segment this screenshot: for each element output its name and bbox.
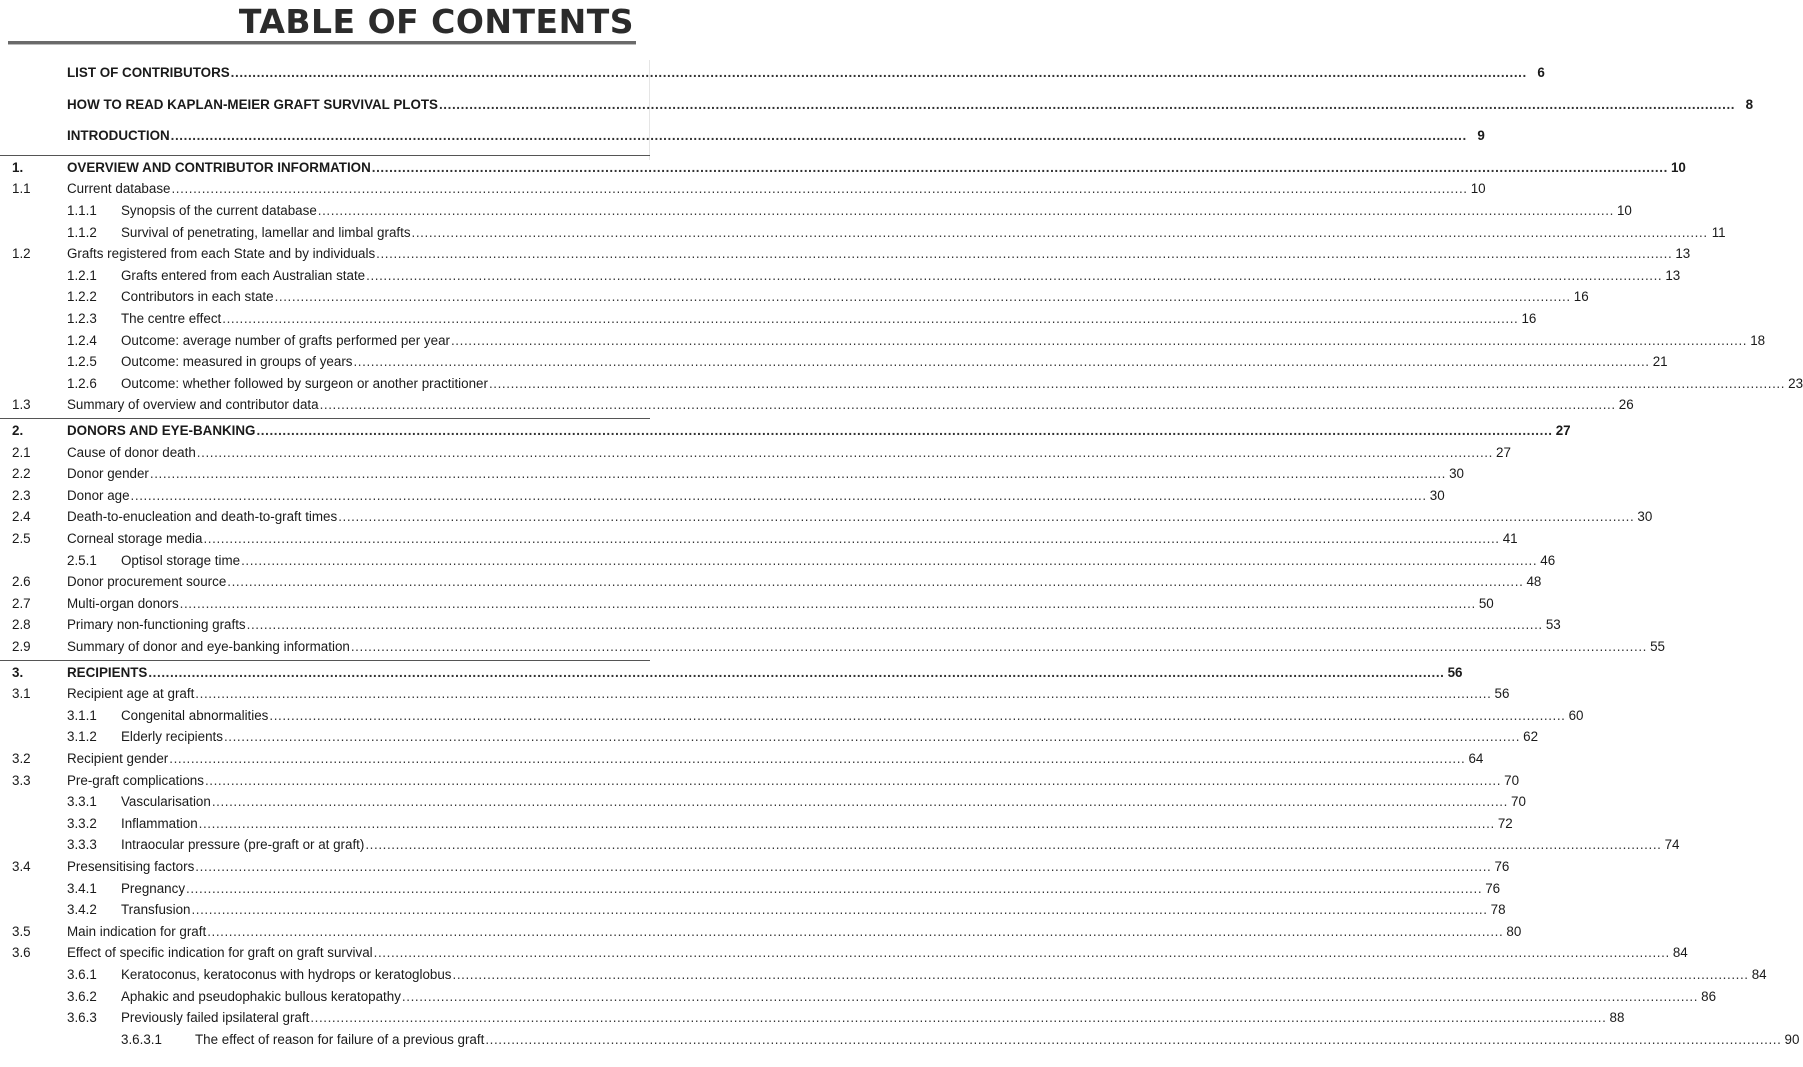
toc-page-number: 80 [1506,923,1522,939]
toc-row[interactable] [0,95,1754,115]
toc-page-number: 10 [1670,159,1686,175]
toc-page-number: 62 [1523,729,1539,745]
dot-leader: ............................................................................................................................................................................................................................................................................................................ [230,65,1527,80]
toc-title: Pregnancy [121,880,186,896]
toc-title: Survival of penetrating, lamellar and limbal grafts [121,224,411,240]
toc-number: 3.6.3 [67,1010,97,1026]
toc-row[interactable] [0,201,1632,221]
toc-number: 2.5.1 [67,552,97,568]
dot-leader: ............................................................................................................................................................................................................................................................................................................ [338,509,1635,525]
toc-row[interactable] [0,771,1520,791]
dot-leader: ............................................................................................................................................................................................................................................................................................................ [488,375,1786,391]
toc-number: 2.7 [12,595,31,611]
toc-title: Primary non-functioning grafts [67,617,246,633]
dot-leader: ............................................................................................................................................................................................................................................................................................................ [401,988,1699,1004]
toc-number: 3.3.1 [67,794,97,810]
title-rule [8,41,636,45]
toc-number: 3.1.1 [67,707,97,723]
toc-page-number: 11 [1711,224,1726,240]
toc-row[interactable] [0,507,1653,527]
toc-row[interactable] [0,879,1501,899]
toc-number: 1.1.2 [67,224,97,240]
toc-title: Outcome: measured in groups of years [121,354,353,370]
toc-page-number: 26 [1618,397,1634,413]
toc-number: 2.5 [12,531,31,546]
dot-leader: ............................................................................................................................................................................................................................................................................................................ [366,267,1663,283]
toc-title: Aphakic and pseudophakic bullous keratopathy [121,988,401,1004]
dot-leader: ............................................................................................................................................................................................................................................................................................................ [256,423,1553,438]
dot-leader: ............................................................................................................................................................................................................................................................................................................ [171,181,1468,197]
toc-page-number: 8 [1745,96,1754,112]
dot-leader: ............................................................................................................................................................................................................................................................................................................ [204,772,1502,788]
toc-title: Elderly recipients [121,729,223,745]
toc-page-number: 23 [1788,375,1803,391]
toc-row[interactable] [0,987,1717,1007]
toc-number: 2.8 [12,617,31,633]
dot-leader: ............................................................................................................................................................................................................................................................................................................ [452,967,1749,982]
toc-page-number: 84 [1751,967,1767,982]
toc-title: Donor procurement source [67,574,227,590]
dot-leader: ............................................................................................................................................................................................................................................................................................................ [211,794,1508,810]
toc-number: 1.2.1 [67,267,97,283]
dot-leader: ............................................................................................................................................................................................................................................................................................................ [269,707,1566,723]
toc-page-number: 56 [1447,664,1463,680]
dot-leader: ............................................................................................................................................................................................................................................................................................................ [365,837,1662,853]
toc-number: 1.3 [12,397,31,413]
toc-row[interactable] [0,749,1484,769]
toc-title: Effect of specific indication for graft on graft survival [67,945,373,961]
toc-number: 3. [12,664,24,680]
toc-row[interactable] [0,374,1803,394]
toc-title: Recipient gender [67,751,169,766]
dot-leader: ............................................................................................................................................................................................................................................................................................................ [130,487,1427,503]
toc-page-number: 13 [1675,246,1691,262]
toc-title: Recipient age at graft [67,686,195,702]
toc-row[interactable] [0,615,1561,635]
toc-row[interactable] [0,331,1766,351]
toc-page-number: 86 [1701,988,1717,1004]
toc-number: 1.2.6 [67,375,97,391]
toc-title: Cause of donor death [67,444,196,460]
toc-row[interactable] [0,352,1668,372]
dot-leader: ............................................................................................................................................................................................................................................................................................................ [179,595,1476,611]
toc-number: 3.3.2 [67,815,97,831]
toc-number: 1.2.5 [67,354,97,370]
toc-number: 3.4.2 [67,902,97,918]
toc-title: Keratoconus, keratoconus with hydrops or keratoglobus [121,967,452,982]
toc-page-number: 21 [1652,354,1668,370]
dot-leader: ............................................................................................................................................................................................................................................................................................................ [195,859,1492,874]
toc-page-number: 70 [1511,794,1526,810]
toc-page-number: 6 [1537,65,1545,80]
toc-row[interactable] [0,244,1691,264]
dot-leader: ............................................................................................................................................................................................................................................................................................................ [198,815,1495,831]
toc-title: Death-to-enucleation and death-to-graft times [67,509,338,525]
toc-page-number: 48 [1526,574,1542,590]
toc-number: 1.2.3 [67,311,97,326]
toc-row[interactable] [0,727,1539,747]
toc-title: Outcome: average number of grafts performed per year [121,332,450,348]
toc-row[interactable] [0,857,1510,877]
toc-title: DONORS AND EYE-BANKING [67,423,256,438]
toc-number: 3.6.3.1 [121,1031,162,1047]
toc-title: Outcome: whether followed by surgeon or another practitioner [121,375,488,391]
page-title: TABLE OF CONTENTS [238,2,634,41]
toc-title: Optisol storage time [121,552,241,568]
dot-leader: ............................................................................................................................................................................................................................................................................................................ [376,246,1673,262]
toc-number: 3.1.2 [67,729,97,745]
toc-title: Previously failed ipsilateral graft [121,1010,310,1026]
dot-leader: ............................................................................................................................................................................................................................................................................................................ [148,664,1445,680]
dot-leader: ............................................................................................................................................................................................................................................................................................................ [319,397,1616,413]
toc-row[interactable] [0,443,1511,463]
toc-page-number: 46 [1540,552,1556,568]
dot-leader: ............................................................................................................................................................................................................................................................................................................ [207,923,1504,939]
dot-leader: ............................................................................................................................................................................................................................................................................................................ [195,686,1492,702]
toc-title: RECIPIENTS [67,664,148,680]
toc-row[interactable] [0,943,1688,963]
toc-title: Synopsis of the current database [121,203,317,218]
toc-number: 2.4 [12,509,31,525]
toc-number: 2.3 [12,487,31,503]
toc-page-number: 76 [1485,880,1501,896]
toc-page-number: 60 [1568,707,1584,723]
section-divider [0,155,650,156]
toc-number: 3.6.1 [67,967,97,982]
toc-row[interactable] [0,126,1485,146]
toc-row[interactable] [0,965,1767,985]
toc-title: LIST OF CONTRIBUTORS [67,65,230,80]
toc-row[interactable] [0,223,1726,243]
toc-title: INTRODUCTION [67,128,170,144]
toc-row[interactable] [0,266,1681,286]
toc-row[interactable] [0,706,1584,726]
toc-title: Corneal storage media [67,531,203,546]
toc-title: Congenital abnormalities [121,707,269,723]
toc-number: 1.2.4 [67,332,97,348]
toc-page-number: 10 [1616,203,1632,218]
toc-row[interactable] [0,1030,1800,1050]
toc-number: 3.1 [12,686,31,702]
toc-row[interactable] [0,158,1686,178]
dot-leader: ............................................................................................................................................................................................................................................................................................................ [438,96,1736,112]
toc-title: HOW TO READ KAPLAN-MEIER GRAFT SURVIVAL PLOTS [67,96,438,112]
dot-leader: ............................................................................................................................................................................................................................................................................................................ [310,1010,1607,1026]
toc-title: Intraocular pressure (pre-graft or at graft) [121,837,365,853]
toc-page-number: 9 [1477,128,1485,144]
toc-title: Multi-organ donors [67,595,179,611]
toc-row[interactable] [0,684,1510,704]
toc-title: Grafts entered from each Australian state [121,267,366,283]
toc-row[interactable] [0,792,1526,812]
toc-title: The effect of reason for failure of a previous graft [195,1031,485,1047]
toc-page-number: 10 [1470,181,1486,197]
dot-leader: ............................................................................................................................................................................................................................................................................................................ [227,574,1524,590]
toc-title: Pre-graft complications [67,772,204,788]
toc-page-number: 84 [1672,945,1688,961]
toc-title: Summary of overview and contributor data [67,397,319,413]
toc-row[interactable] [0,287,1589,307]
toc-number: 2.9 [12,639,31,654]
toc-row[interactable] [0,529,1518,549]
toc-title: Donor age [67,487,130,503]
toc-number: 3.5 [12,923,31,939]
section-divider [0,660,650,661]
dot-leader: ............................................................................................................................................................................................................................................................................................................ [169,751,1466,766]
toc-title: Summary of donor and eye-banking information [67,639,350,654]
toc-number: 3.4.1 [67,880,97,896]
toc-page-number: 56 [1494,686,1510,702]
toc-title: The centre effect [121,311,222,326]
toc-number: 3.4 [12,859,31,874]
toc-row[interactable] [0,421,1571,441]
toc-row[interactable] [0,63,1545,83]
toc-number: 3.6 [12,945,31,961]
toc-title: Presensitising factors [67,859,195,874]
toc-row[interactable] [0,922,1522,942]
toc-number: 1.1 [12,181,31,197]
toc-row[interactable] [0,814,1513,834]
toc-title: Grafts registered from each State and by individuals [67,246,376,262]
toc-page-number: 16 [1521,311,1537,326]
toc-row[interactable] [0,572,1542,592]
dot-leader: ............................................................................................................................................................................................................................................................................................................ [203,531,1500,546]
dot-leader: ............................................................................................................................................................................................................................................................................................................ [191,902,1488,918]
toc-number: 2. [12,423,24,438]
toc-title: Donor gender [67,466,149,482]
toc-number: 1.2 [12,246,31,262]
dot-leader: ............................................................................................................................................................................................................................................................................................................ [371,159,1668,175]
toc-row[interactable] [0,395,1634,415]
dot-leader: ............................................................................................................................................................................................................................................................................................................ [317,203,1614,218]
toc-number: 2.6 [12,574,31,590]
dot-leader: ............................................................................................................................................................................................................................................................................................................ [186,880,1483,896]
toc-number: 1. [12,159,24,175]
dot-leader: ............................................................................................................................................................................................................................................................................................................ [222,311,1519,326]
toc-number: 1.2.2 [67,289,97,305]
toc-number: 3.6.2 [67,988,97,1004]
toc-row[interactable] [0,1008,1625,1028]
toc-row[interactable] [0,900,1506,920]
toc-page-number: 64 [1468,751,1484,766]
section-divider [0,418,650,419]
toc-page-number: 41 [1502,531,1518,546]
toc-page-number: 50 [1478,595,1494,611]
toc-row[interactable] [0,486,1445,506]
dot-leader: ............................................................................................................................................................................................................................................................................................................ [223,729,1521,745]
toc-page-number: 27 [1555,423,1571,438]
toc-page-number: 55 [1650,639,1665,654]
dot-leader: ............................................................................................................................................................................................................................................................................................................ [274,289,1571,305]
toc-page-number: 16 [1573,289,1589,305]
toc-number: 3.2 [12,751,31,766]
dot-leader: ............................................................................................................................................................................................................................................................................................................ [246,617,1543,633]
toc-row[interactable] [0,835,1680,855]
toc-number: 2.1 [12,444,31,460]
toc-page-number: 30 [1429,487,1445,503]
toc-title: Inflammation [121,815,198,831]
dot-leader: ............................................................................................................................................................................................................................................................................................................ [196,444,1493,460]
dot-leader: ............................................................................................................................................................................................................................................................................................................ [149,466,1446,482]
toc-page-number: 18 [1750,332,1766,348]
toc-row[interactable] [0,464,1464,484]
toc-page-number: 30 [1449,466,1464,482]
toc-page-number: 76 [1494,859,1510,874]
dot-leader: ............................................................................................................................................................................................................................................................................................................ [450,332,1748,348]
toc-page-number: 13 [1665,267,1681,283]
toc-row[interactable] [0,594,1494,614]
toc-page-number: 78 [1490,902,1506,918]
dot-leader: ............................................................................................................................................................................................................................................................................................................ [485,1031,1782,1047]
toc-page-number: 30 [1637,509,1653,525]
toc-number: 3.3.3 [67,837,97,853]
dot-leader: ............................................................................................................................................................................................................................................................................................................ [411,224,1708,240]
toc-row[interactable] [0,637,1665,657]
toc-row[interactable] [0,309,1537,329]
dot-leader: ............................................................................................................................................................................................................................................................................................................ [373,945,1670,961]
toc-title: OVERVIEW AND CONTRIBUTOR INFORMATION [67,159,371,175]
toc-title: Contributors in each state [121,289,274,305]
toc-page-number: 88 [1609,1010,1625,1026]
toc-page-number: 90 [1784,1031,1800,1047]
toc-title: Vascularisation [121,794,211,810]
dot-leader: ............................................................................................................................................................................................................................................................................................................ [170,128,1467,144]
toc-number: 2.2 [12,466,31,482]
dot-leader: ............................................................................................................................................................................................................................................................................................................ [353,354,1650,370]
toc-row[interactable] [0,179,1486,199]
toc-page-number: 70 [1504,772,1520,788]
toc-number: 1.1.1 [67,203,97,218]
toc-title: Transfusion [121,902,191,918]
toc-page-number: 74 [1664,837,1680,853]
toc-number: 3.3 [12,772,31,788]
toc-row[interactable] [0,663,1463,683]
toc-title: Main indication for graft [67,923,207,939]
toc-row[interactable] [0,551,1556,571]
toc-page-number: 53 [1545,617,1561,633]
dot-leader: ............................................................................................................................................................................................................................................................................................................ [241,552,1538,568]
toc-page-number: 72 [1497,815,1513,831]
toc-title: Current database [67,181,171,197]
dot-leader: ............................................................................................................................................................................................................................................................................................................ [350,639,1647,654]
toc-page-number: 27 [1496,444,1511,460]
